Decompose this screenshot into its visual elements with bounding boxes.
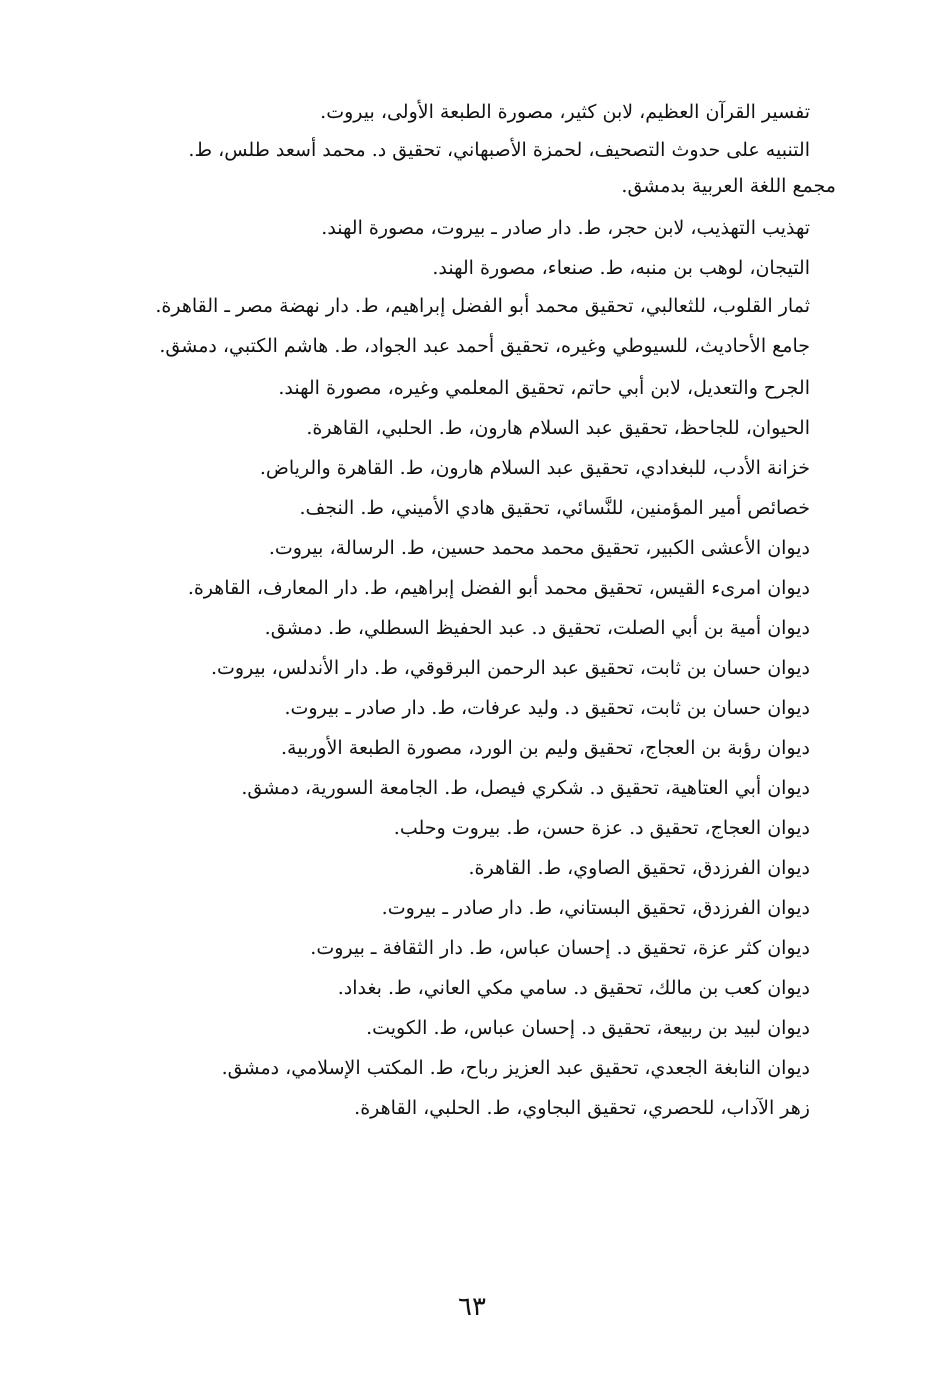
bibliography-entry: ديوان حسان بن ثابت، تحقيق د. وليد عرفات، ط. دار صادر ـ بيروت. — [284, 697, 810, 719]
bibliography-entry: خصائص أمير المؤمنين، للنَّسائي، تحقيق هادي الأميني، ط. النجف. — [299, 497, 810, 519]
bibliography-entry: خزانة الأدب، للبغدادي، تحقيق عبد السلام هارون، ط. القاهرة والرياض. — [259, 457, 810, 479]
bibliography-entry: جامع الأحاديث، للسيوطي وغيره، تحقيق أحمد عبد الجواد، ط. هاشم الكتبي، دمشق. — [159, 335, 810, 357]
bibliography-entry: ديوان أبي العتاهية، تحقيق د. شكري فيصل، ط. الجامعة السورية، دمشق. — [241, 777, 810, 799]
bibliography-entry: ديوان كعب بن مالك، تحقيق د. سامي مكي العاني، ط. بغداد. — [337, 977, 810, 999]
bibliography-entry: ديوان لبيد بن ربيعة، تحقيق د. إحسان عباس، ط. الكويت. — [366, 1017, 810, 1039]
bibliography-entry: ديوان الفرزدق، تحقيق البستاني، ط. دار صادر ـ بيروت. — [381, 897, 810, 919]
bibliography-entry: زهر الآداب، للحصري، تحقيق البجاوي، ط. الحلبي، القاهرة. — [354, 1097, 810, 1119]
page-number: ٦٣ — [458, 1292, 486, 1322]
bibliography-entry: تفسير القرآن العظيم، لابن كثير، مصورة الطبعة الأولى، بيروت. — [320, 101, 810, 123]
bibliography-entry: تهذيب التهذيب، لابن حجر، ط. دار صادر ـ بيروت، مصورة الهند. — [321, 217, 810, 239]
bibliography-entry: ديوان حسان بن ثابت، تحقيق عبد الرحمن البرقوقي، ط. دار الأندلس، بيروت. — [211, 657, 810, 679]
bibliography-entry: ديوان الفرزدق، تحقيق الصاوي، ط. القاهرة. — [468, 857, 810, 879]
bibliography-entry: ديوان العجاج، تحقيق د. عزة حسن، ط. بيروت وحلب. — [393, 817, 810, 839]
bibliography-entry: الجرح والتعديل، لابن أبي حاتم، تحقيق المعلمي وغيره، مصورة الهند. — [278, 377, 810, 399]
bibliography-entry: ديوان أمية بن أبي الصلت، تحقيق د. عبد الحفيظ السطلي، ط. دمشق. — [264, 617, 810, 639]
bibliography-entry: ديوان امرىء القيس، تحقيق محمد أبو الفضل إبراهيم، ط. دار المعارف، القاهرة. — [187, 577, 810, 599]
bibliography-entry: ديوان النابغة الجعدي، تحقيق عبد العزيز رباح، ط. المكتب الإسلامي، دمشق. — [221, 1057, 810, 1079]
bibliography-entry: التنبيه على حدوث التصحيف، لحمزة الأصبهاني، تحقيق د. محمد أسعد طلس، ط. مجمع اللغة العربية بدمشق. — [188, 139, 836, 197]
bibliography-entry: ديوان الأعشى الكبير، تحقيق محمد محمد حسين، ط. الرسالة، بيروت. — [268, 537, 810, 559]
bibliography-list — [150, 92, 836, 1128]
bibliography-entry: التيجان، لوهب بن منبه، ط. صنعاء، مصورة الهند. — [432, 257, 810, 279]
bibliography-entry: الحيوان، للجاحظ، تحقيق عبد السلام هارون، ط. الحلبي، القاهرة. — [306, 417, 810, 439]
bibliography-entry: ديوان كثر عزة، تحقيق د. إحسان عباس، ط. دار الثقافة ـ بيروت. — [310, 937, 810, 959]
bibliography-entry: ديوان رؤبة بن العجاج، تحقيق وليم بن الورد، مصورة الطبعة الأوربية. — [281, 737, 810, 759]
bibliography-entry: ثمار القلوب، للثعالبي، تحقيق محمد أبو الفضل إبراهيم، ط. دار نهضة مصر ـ القاهرة. — [155, 295, 810, 317]
